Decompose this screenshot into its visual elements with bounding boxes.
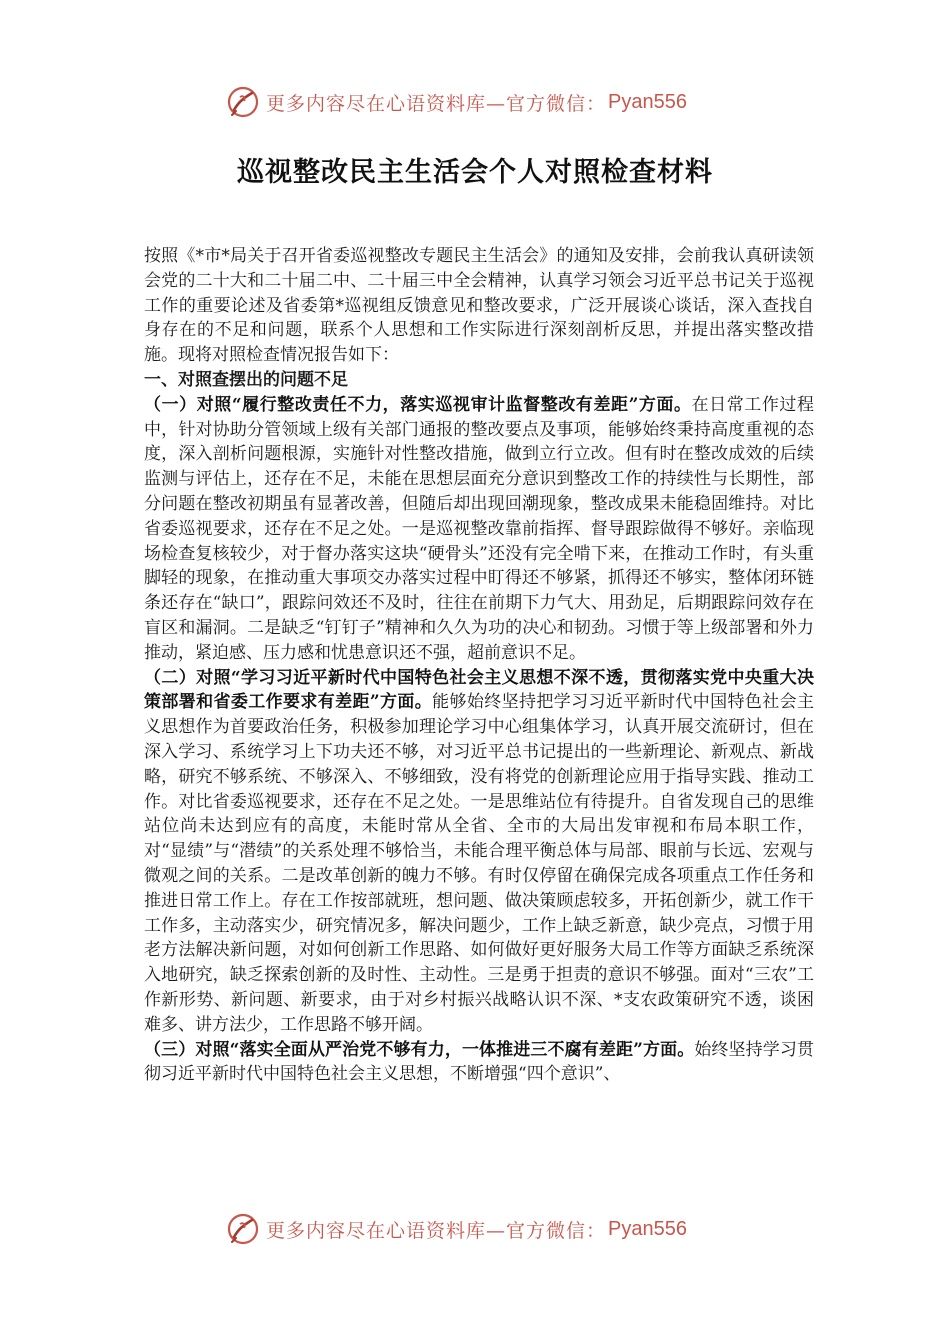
banner-text: 更多内容尽在心语资料库—官方微信： bbox=[266, 92, 607, 115]
section-heading: 一、对照查摆出的问题不足 bbox=[144, 369, 348, 390]
hand-pen-logo-icon bbox=[226, 1212, 260, 1246]
document-body bbox=[144, 244, 814, 1087]
footer-banner bbox=[226, 1209, 746, 1249]
page-title: 巡视整改民主生活会个人对照检查材料 bbox=[237, 157, 713, 188]
hand-pen-logo-icon bbox=[226, 85, 260, 119]
item-heading-2: （二）对照“学习习近平新时代中国特色社会主义思想不深不透，贯彻落实党中央重大决策部署和省委工作要求有差距”方面。 bbox=[144, 667, 814, 713]
item-heading-1: （一）对照“履行整改责任不力，落实巡视审计监督整改有差距”方面。 bbox=[144, 394, 692, 415]
banner-wechat-id: Pyan556 bbox=[608, 90, 687, 113]
item-text-2: 能够始终坚持把学习习近平新时代中国特色社会主义思想作为首要政治任务，积极参加理论学习中心组集体学习，认真开展交流研讨，但在深入学习、系统学习上下功夫还不够，对习近平总书记提出的一些新理论、新观点、新战略，研究不够系统、不够深入、不够细致，没有将党的创新理论应用于指导实践、推动工作。对比省委巡视要求，还存在不足之处。一是思维站位有待提升。自省发现自己的思维站位尚未达到应有的高度，未能时常从全省、全市的大局出发审视和布局本职工作，对“显绩”与“潜绩”的关系处理不够恰当，未能合理平衡总体与局部、眼前与长远、宏观与微观之间的关系。二是改革创新的魄力不够。有时仅停留在确保完成各项重点工作任务和推进日常工作上。存在工作按部就班，想问题、做决策顾虑较多，开拓创新少，就工作干工作多，主动落实少，研究情况多，解决问题少，工作上缺乏新意，缺少亮点，习惯于用老方法解决新问题，对如何创新工作思路、如何做好更好服务大局工作等方面缺乏系统深入地研究，缺乏探索创新的及时性、主动性。三是勇于担责的意识不够强。面对“三农”工作新形势、新问题、新要求，由于对乡村振兴战略认识不深、*支农政策研究不透，谈困难多、讲方法少，工作思路不够开阔。 bbox=[144, 692, 814, 1035]
item-text-3: 始终坚持学习贯彻习近平新时代中国特色社会主义思想，不断增强“四个意识”、 bbox=[144, 1039, 814, 1085]
banner-wechat-id: Pyan556 bbox=[608, 1217, 687, 1240]
item-paragraph-3 bbox=[144, 1038, 814, 1088]
item-text-1: 在日常工作过程中，针对协助分管领域上级有关部门通报的整改要点及事项，能够始终秉持高度重视的态度，深入剖析问题根源，实施针对性整改措施，做到立行立改。但有时在整改成效的后续监测与评估上，还存在不足，未能在思想层面充分意识到整改工作的持续性与长期性，部分问题在整改初期虽有显著改善，但随后却出现回潮现象，整改成果未能稳固维持。对比省委巡视要求，还存在不足之处。一是巡视整改靠前指挥、督导跟踪做得不够好。亲临现场检查复核较少，对于督办落实这块“硬骨头”还没有完全啃下来，在推动工作时，有头重脚轻的现象，在推动重大事项交办落实过程中盯得还不够紧，抓得还不够实，整体闭环链条还存在“缺口”，跟踪问效还不及时，往往在前期下力气大、用劲足，后期跟踪问效存在盲区和漏洞。二是缺乏“钉钉子”精神和久久为功的决心和韧劲。习惯于等上级部署和外力推动，紧迫感、压力感和忧患意识还不强，超前意识不足。 bbox=[144, 394, 814, 663]
item-paragraph-2 bbox=[144, 666, 814, 1038]
intro-paragraph bbox=[144, 244, 814, 368]
intro-text: 按照《*市*局关于召开省委巡视整改专题民主生活会》的通知及安排，会前我认真研读领会党的二十大和二十届二中、二十届三中全会精神，认真学习领会习近平总书记关于巡视工作的重要论述及省委第*巡视组反馈意见和整改要求，广泛开展谈心谈话，深入查找自身存在的不足和问题，联系个人思想和工作实际进行深刻剖析反思，并提出落实整改措施。现将对照检查情况报告如下： bbox=[144, 246, 814, 366]
banner-text: 更多内容尽在心语资料库—官方微信： bbox=[266, 1219, 607, 1242]
item-heading-3: （三）对照“落实全面从严治党不够有力，一体推进三不腐有差距”方面。 bbox=[144, 1039, 695, 1060]
item-paragraph-1 bbox=[144, 393, 814, 666]
header-banner bbox=[226, 82, 746, 122]
